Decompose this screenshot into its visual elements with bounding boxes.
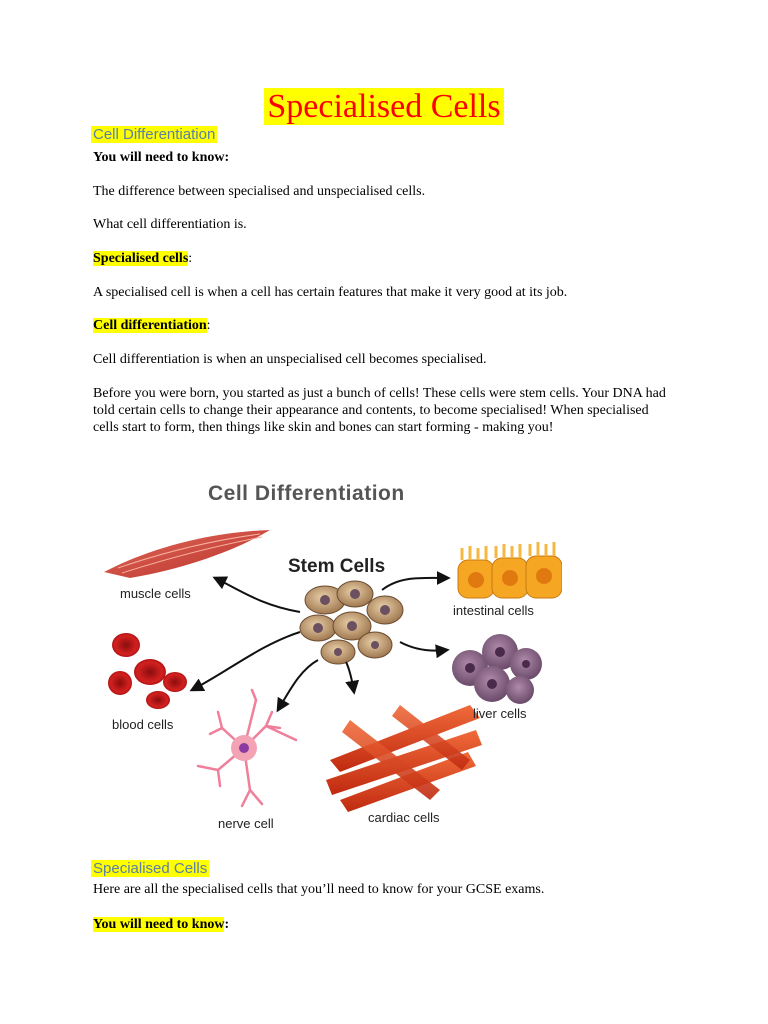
arrow-to-nerve <box>278 660 318 710</box>
intestinal-cells-illustration <box>458 542 562 598</box>
definition-specialised-cells: A specialised cell is when a cell has certain features that make it very good at its job. <box>93 285 568 300</box>
muscle-cell-illustration <box>104 530 270 578</box>
liver-cells-label: liver cells <box>473 706 527 721</box>
intestinal-cells-label: intestinal cells <box>453 603 534 618</box>
liver-cells-illustration <box>452 634 542 704</box>
stem-cells-label: Stem Cells <box>288 556 386 577</box>
nerve-cell-label: nerve cell <box>218 816 274 831</box>
term-specialised-cells: Specialised cells: <box>93 251 193 266</box>
need-to-know-label-2: You will need to know: <box>93 917 230 932</box>
muscle-cells-label: muscle cells <box>120 586 191 601</box>
need-to-know-label: You will need to know: <box>93 150 230 165</box>
point-specialised-difference: The difference between specialised and unspecialised cells. <box>93 184 426 199</box>
arrow-to-muscle <box>215 578 300 612</box>
arrow-to-liver <box>400 642 447 651</box>
arrow-to-cardiac <box>346 662 354 692</box>
cardiac-cells-illustration <box>326 705 482 812</box>
cardiac-cells-label: cardiac cells <box>368 810 440 825</box>
heading-specialised-cells: Specialised Cells <box>93 860 208 877</box>
figure-title: Cell Differentiation <box>208 482 405 505</box>
arrow-to-blood <box>192 632 300 690</box>
arrow-to-intestinal <box>382 578 448 590</box>
stem-cells-illustration <box>300 581 403 664</box>
cell-differentiation-diagram <box>92 470 562 840</box>
blood-cells-illustration <box>108 633 187 709</box>
nerve-cell-nucleus <box>239 743 249 753</box>
point-cell-differentiation: What cell differentiation is. <box>93 217 247 232</box>
document-title: Specialised Cells <box>0 88 768 126</box>
term-cell-differentiation: Cell differentiation: <box>93 318 211 333</box>
specialised-cells-intro: Here are all the specialised cells that you’ll need to know for your GCSE exams. <box>93 882 545 897</box>
blood-cells-label: blood cells <box>112 717 174 732</box>
definition-cell-differentiation: Cell differentiation is when an unspecialised cell becomes specialised. <box>93 352 487 367</box>
stem-cells-paragraph: Before you were born, you started as just a bunch of cells! These cells were stem cells. Your DNA had told certain cells to change their appearance and contents, to become specialised! When specialised cells start to form, then things like skin and bones can start forming - making you! <box>93 386 666 435</box>
heading-cell-differentiation: Cell Differentiation <box>93 126 216 143</box>
